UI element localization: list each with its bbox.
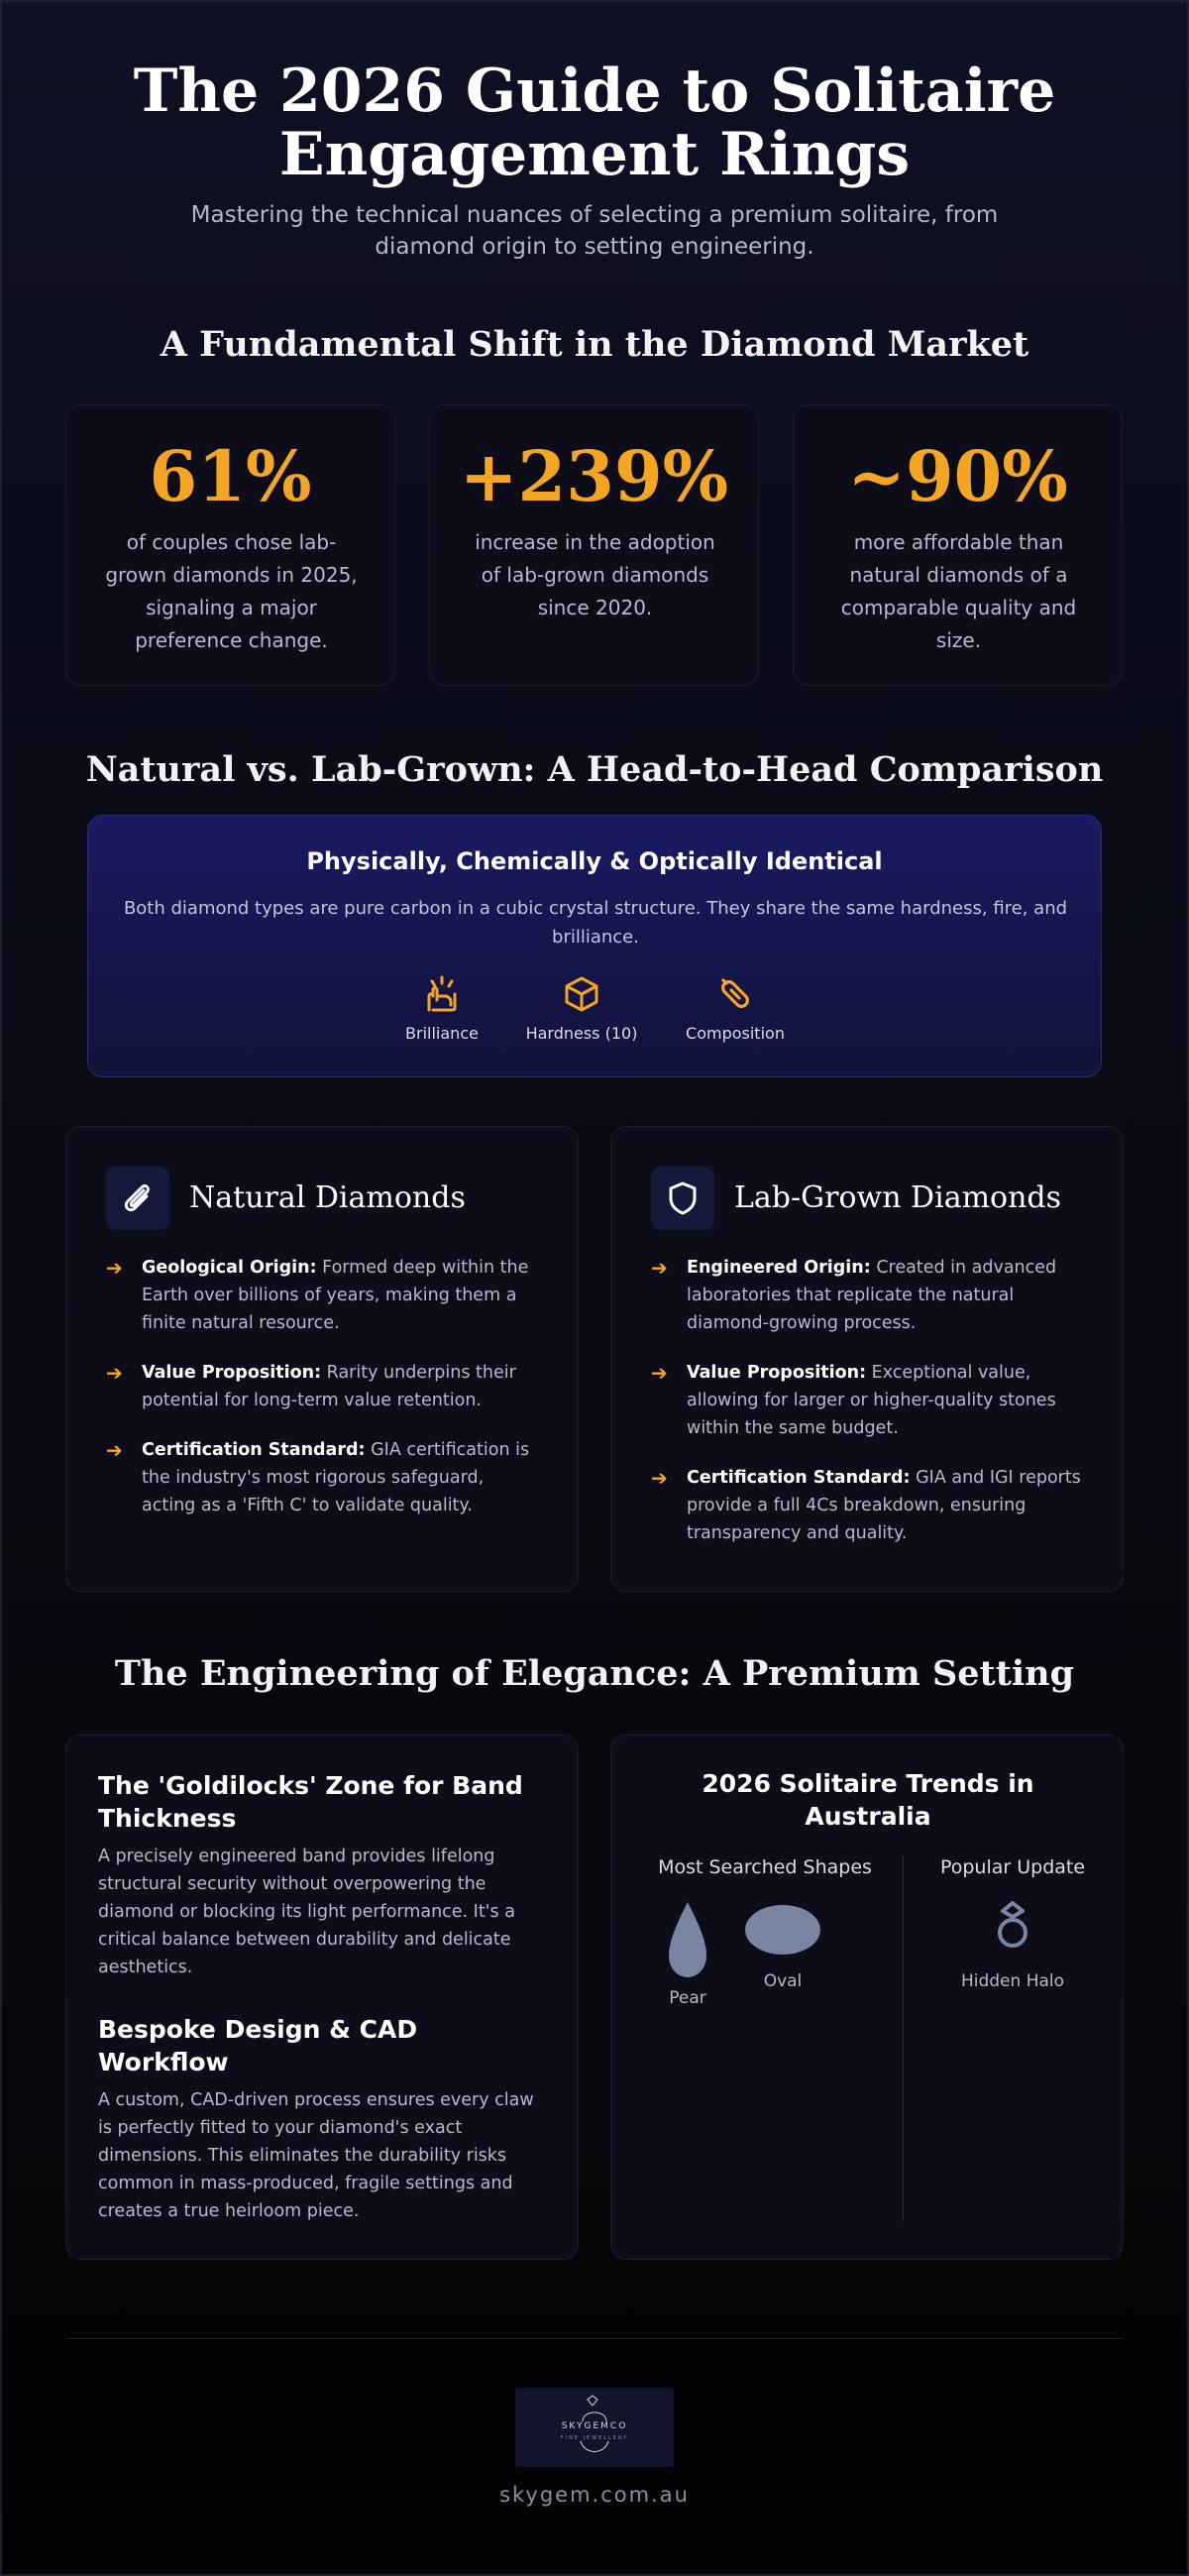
- logo-wordmark: SKYGEMCO: [561, 2421, 628, 2431]
- bullet-label: Certification Standard:: [687, 1468, 911, 1488]
- stat-value: ~90%: [847, 435, 1068, 517]
- list-item: [106, 1359, 542, 1414]
- bullet-text: GIA certification is the industry's most rigorous safeguard, acting as a 'Fifth C' to validate quality.: [142, 1440, 530, 1515]
- trends-divider: [903, 1856, 904, 2221]
- property-composition: [656, 974, 814, 1043]
- band-thickness-text: A precisely engineered band provides lifelong structural security without overpowering the diamond or blocking its light performance. It's a critical balance between durability and delicate aesthetics.: [98, 1847, 515, 1977]
- property-brilliance: [363, 974, 521, 1043]
- setting-engineering-card: [65, 1735, 579, 2260]
- bullet-text: Rarity underpins their potential for long-term value retention.: [142, 1363, 516, 1410]
- pear-shape-icon: [667, 1900, 708, 1979]
- cube-icon: [562, 974, 601, 1014]
- band-thickness-heading: The 'Goldilocks' Zone for Band Thickness: [98, 1771, 523, 1833]
- arrow-right-icon: ➔: [651, 1466, 668, 1490]
- identical-panel-description: Both diamond types are pure carbon in a cubic crystal structure. They share the same hardness, fire, and brilliance.: [123, 898, 1068, 948]
- bullet-text: Created in advanced laboratories that replicate the natural diamond-growing process.: [687, 1258, 1057, 1333]
- lab-grown-diamonds-list: [651, 1254, 1087, 1569]
- bullet-text: GIA and IGI reports provide a full 4Cs breakdown, ensuring transparency and quality.: [687, 1468, 1081, 1543]
- list-item: [106, 1436, 542, 1519]
- natural-diamonds-list: [106, 1254, 542, 1541]
- sparkle-hand-icon: [422, 974, 462, 1014]
- arrow-right-icon: ➔: [106, 1361, 123, 1385]
- list-item: [651, 1464, 1087, 1547]
- property-hardness: [502, 974, 661, 1043]
- arrow-right-icon: ➔: [651, 1361, 668, 1385]
- shield-icon: [651, 1167, 714, 1230]
- natural-diamonds-card: [65, 1126, 579, 1592]
- bullet-label: Engineered Origin:: [687, 1258, 871, 1278]
- market-section-title: A Fundamental Shift in the Diamond Market: [160, 324, 1029, 365]
- website-url: skygem.com.au: [499, 2483, 690, 2507]
- footer-divider: [65, 2338, 1124, 2339]
- most-searched-shapes-heading: Most Searched Shapes: [658, 1856, 872, 1878]
- engineering-section-title: The Engineering of Elegance: A Premium Setting: [114, 1653, 1075, 1694]
- page-title: The 2026 Guide to Solitaire Engagement Rings: [133, 56, 1056, 189]
- logo-tagline: FINE JEWELLERY: [560, 2435, 629, 2441]
- list-item: [651, 1359, 1087, 1442]
- hidden-halo-label: Hidden Halo: [960, 1971, 1065, 1991]
- ring-icon: [994, 1900, 1031, 1950]
- stat-value: +239%: [459, 435, 729, 517]
- natural-diamonds-title: Natural Diamonds: [189, 1180, 466, 1215]
- shape-label-oval: Oval: [763, 1971, 803, 1991]
- oval-shape-icon: [743, 1903, 822, 1957]
- bullet-label: Geological Origin:: [142, 1258, 317, 1278]
- bullet-label: Value Proposition:: [687, 1363, 867, 1383]
- arrow-right-icon: ➔: [106, 1438, 123, 1462]
- page-subtitle: Mastering the technical nuances of selecting a premium solitaire, from diamond origin to setting engineering.: [190, 202, 999, 260]
- shape-label-pear: Pear: [669, 1988, 706, 2008]
- capsule-icon: [715, 974, 755, 1014]
- cad-workflow-heading: Bespoke Design & CAD Workflow: [98, 2015, 418, 2076]
- stat-value: 61%: [149, 435, 312, 517]
- property-label: Composition: [686, 1024, 785, 1043]
- comparison-section-title: Natural vs. Lab-Grown: A Head-to-Head Comparison: [85, 749, 1104, 790]
- arrow-right-icon: ➔: [106, 1256, 123, 1280]
- stat-description: of couples chose lab-grown diamonds in 2025, signaling a major preference change.: [105, 530, 358, 652]
- popular-update-heading: Popular Update: [939, 1856, 1086, 1878]
- trends-title: 2026 Solitaire Trends in Australia: [702, 1769, 1034, 1831]
- identical-panel-title: Physically, Chemically & Optically Identical: [306, 847, 883, 875]
- bullet-label: Value Proposition:: [142, 1363, 322, 1383]
- list-item: [651, 1254, 1087, 1337]
- cad-workflow-text: A custom, CAD-driven process ensures every claw is perfectly fitted to your diamond's exact dimensions. This eliminates the durability risks common in mass-produced, fragile settings and creates a true heirloom piece.: [98, 2090, 534, 2221]
- stat-card-affordability: [793, 404, 1123, 686]
- stat-card-lab-grown-share: [65, 404, 395, 686]
- lab-grown-diamonds-card: [610, 1126, 1124, 1592]
- arrow-right-icon: ➔: [651, 1256, 668, 1280]
- stat-card-adoption-growth: [429, 404, 759, 686]
- bullet-text: Formed deep within the Earth over billions of years, making them a finite natural resource.: [142, 1258, 529, 1333]
- lab-grown-diamonds-title: Lab-Grown Diamonds: [734, 1180, 1062, 1215]
- identical-properties-panel: [87, 815, 1102, 1077]
- bullet-label: Certification Standard:: [142, 1440, 366, 1460]
- paperclip-icon: [106, 1167, 169, 1230]
- bullet-text: Exceptional value, allowing for larger or higher-quality stones within the same budget.: [687, 1363, 1056, 1438]
- brand-logo: [515, 2388, 674, 2467]
- property-label: Brilliance: [405, 1024, 479, 1043]
- stat-description: increase in the adoption of lab-grown diamonds since 2020.: [475, 530, 715, 619]
- list-item: [106, 1254, 542, 1337]
- property-label: Hardness (10): [525, 1024, 638, 1043]
- solitaire-trends-card: [610, 1735, 1124, 2260]
- stat-description: more affordable than natural diamonds of a comparable quality and size.: [840, 530, 1077, 652]
